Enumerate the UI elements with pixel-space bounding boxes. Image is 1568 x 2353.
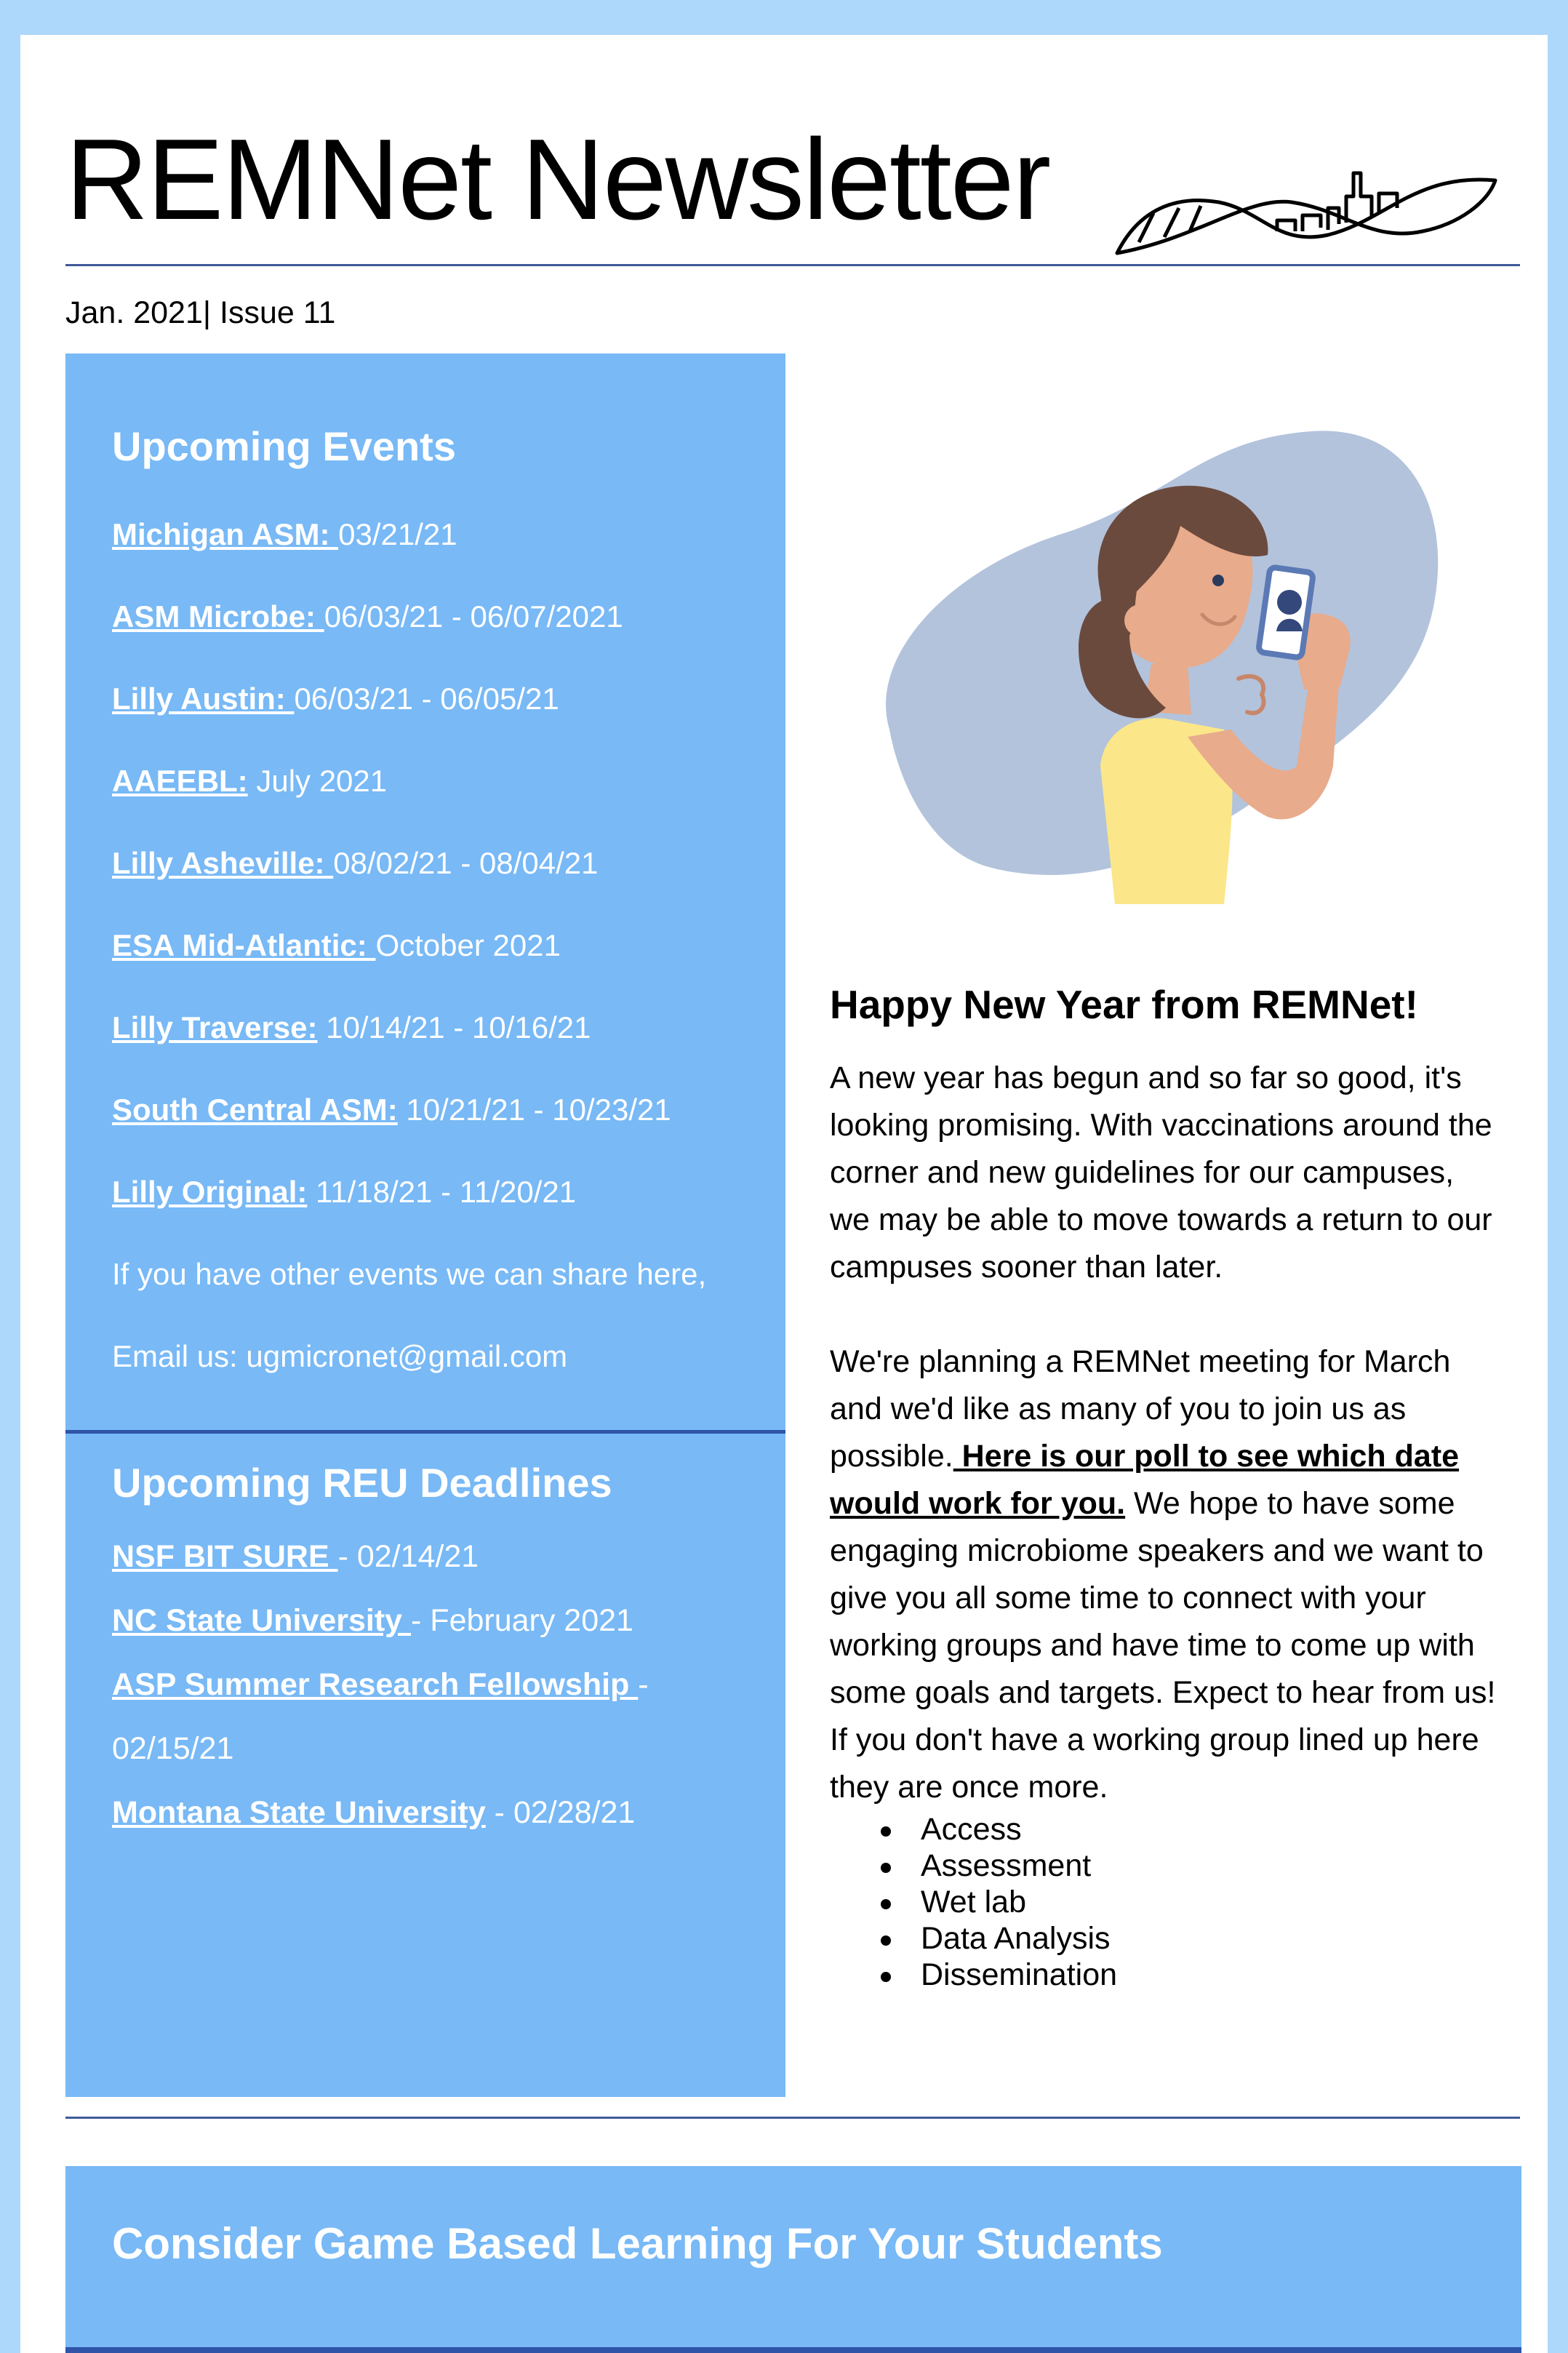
event-date: 06/03/21 - 06/05/21 — [294, 682, 559, 716]
event-item — [112, 928, 561, 963]
reu-date: - February 2021 — [411, 1603, 633, 1638]
reu-link[interactable]: Montana State University — [112, 1795, 486, 1830]
meeting-text: We're planning a REMNet meeting for March and we'd like as many of you to join us as possible. — [830, 1344, 1451, 1474]
event-item — [112, 599, 623, 634]
header-rule — [65, 264, 1520, 266]
event-date: 03/21/21 — [338, 517, 457, 551]
game-learning-banner — [65, 2166, 1521, 2353]
reu-link[interactable]: NSF BIT SURE — [112, 1539, 338, 1574]
article-section — [830, 980, 1499, 1993]
event-item — [112, 1010, 591, 1045]
event-link[interactable]: Lilly Original: — [112, 1175, 308, 1209]
article-heading: Happy New Year from REMNet! — [830, 982, 1418, 1027]
dna-skyline-logo — [1110, 151, 1503, 268]
event-link[interactable]: ASM Microbe: — [112, 599, 324, 634]
banner-heading: Consider Game Based Learning For Your Students — [112, 2219, 1163, 2268]
issue-line: Jan. 2021| Issue 11 — [65, 295, 336, 330]
share-note: If you have other events we can share here, — [112, 1257, 707, 1291]
event-item — [112, 682, 559, 716]
reu-deadlines-section — [112, 1460, 764, 1830]
reu-item — [112, 1795, 635, 1831]
event-date: 11/18/21 - 11/20/21 — [307, 1175, 577, 1209]
newsletter-page — [20, 35, 1548, 2353]
event-link[interactable]: South Central ASM: — [112, 1092, 398, 1127]
woman-with-phone-illustration — [860, 424, 1457, 904]
reu-link[interactable]: ASP Summer Research Fellowship — [112, 1667, 639, 1702]
upcoming-events-section — [112, 423, 764, 1373]
list-item: Access — [881, 1811, 1499, 1847]
list-item: Dissemination — [881, 1957, 1499, 1993]
reu-item — [112, 1539, 479, 1575]
left-panel — [65, 353, 785, 2097]
newsletter-title: REMNet Newsletter — [65, 116, 1050, 244]
event-link[interactable]: Lilly Austin: — [112, 682, 295, 716]
event-date: July 2021 — [247, 764, 388, 798]
event-item — [112, 846, 599, 881]
contact-email[interactable]: Email us: ugmicronet@gmail.com — [112, 1339, 568, 1373]
event-link[interactable]: AAEEBL: — [112, 764, 248, 798]
event-item — [112, 764, 387, 799]
reu-date: - 02/14/21 — [337, 1539, 479, 1574]
event-date: 10/21/21 - 10/23/21 — [397, 1092, 671, 1127]
reu-item — [112, 1603, 633, 1639]
reu-heading: Upcoming REU Deadlines — [112, 1460, 612, 1506]
event-item — [112, 517, 457, 552]
article-body — [830, 1055, 1499, 1811]
event-link[interactable]: ESA Mid-Atlantic: — [112, 928, 376, 962]
event-link[interactable]: Lilly Traverse: — [112, 1010, 318, 1044]
list-item: Assessment — [881, 1847, 1499, 1884]
poll-link[interactable]: Here is our poll to see which date would work for you. — [830, 1439, 1460, 1521]
event-item — [112, 1175, 576, 1210]
meeting-text-continued: We hope to have some engaging microbiome speakers and we want to give you all some time to connect with your working groups and have time to come up with some goals and targets. Expect to hear from us! If you don't have a working group lined up here they are once more. — [830, 1486, 1496, 1805]
event-link[interactable]: Lilly Asheville: — [112, 846, 334, 880]
footer-rule — [65, 2117, 1520, 2119]
article-paragraph: A new year has begun and so far so good, it's looking promising. With vaccinations around the corner and new guidelines for our campuses, we may be able to move towards a return to our campuses sooner than later. — [830, 1060, 1492, 1285]
section-divider — [65, 1430, 785, 1434]
event-item — [112, 1092, 671, 1127]
event-link[interactable]: Michigan ASM: — [112, 517, 339, 551]
reu-item — [112, 1667, 649, 1703]
event-date: October 2021 — [375, 928, 561, 962]
list-item: Data Analysis — [881, 1920, 1499, 1957]
event-date: 06/03/21 - 06/07/2021 — [324, 599, 623, 634]
event-date: 08/02/21 - 08/04/21 — [333, 846, 599, 880]
reu-date: - 02/28/21 — [485, 1795, 636, 1830]
list-item: Wet lab — [881, 1884, 1499, 1920]
event-date: 10/14/21 - 10/16/21 — [317, 1010, 591, 1044]
reu-link[interactable]: NC State University — [112, 1603, 412, 1638]
working-groups-list — [830, 1811, 1499, 1993]
article-paragraph — [830, 1338, 1499, 1811]
events-heading: Upcoming Events — [112, 423, 456, 469]
reu-date: 02/15/21 — [112, 1731, 234, 1766]
reu-date: - — [638, 1667, 649, 1702]
reu-item — [112, 1731, 233, 1767]
